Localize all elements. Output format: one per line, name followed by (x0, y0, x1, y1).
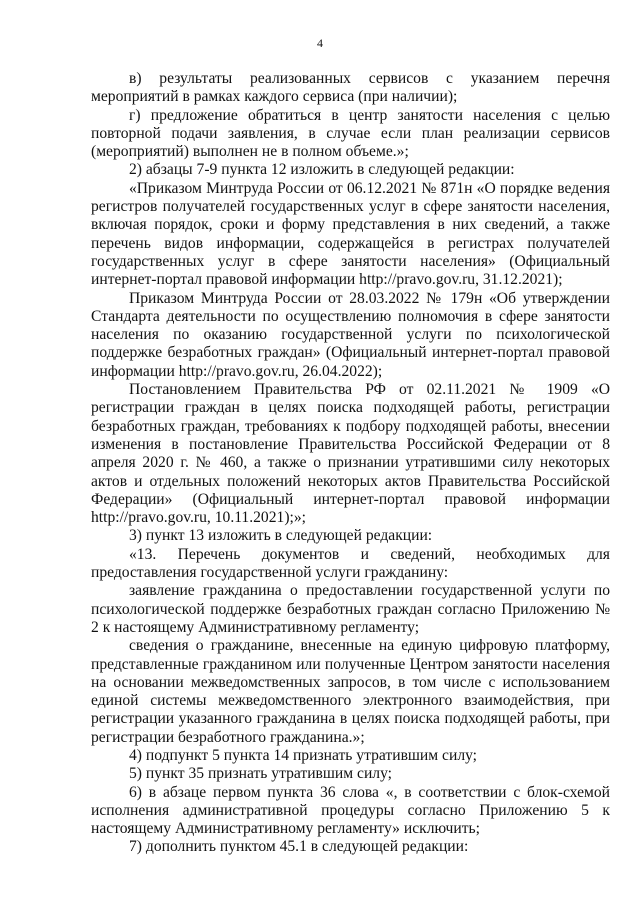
paragraph-item-6: 6) в абзаце первом пункта 36 слова «, в соответствии с блок-схемой исполнения административной процедуры согласно Приложению 5 к настоящему Административному регламенту» исключить; (91, 783, 610, 838)
paragraph-application-statement: заявление гражданина о предоставлении государственной услуги по психологической поддержке безработных граждан согласно Приложению № 2 к настоящему Административному регламенту; (91, 582, 610, 636)
paragraph-subitem-g: г) предложение обратиться в центр занятости населения с целью повторной подачи заявления, в случае если план реализации сервисов (мероприятий) выполнен не в полном объеме.»; (91, 106, 610, 161)
paragraph-citizen-information: сведения о гражданине, внесенные на единую цифровую платформу, представленные гражданином или полученные Центром занятости населения на основании межведомственных запросов, в том числе с использованием единой системы межведомственного электронного взаимодействия, при регистрации указанного гражданина в целях поиска подходящей работы, при регистрации безработного гражданина.»; (91, 637, 610, 746)
paragraph-mintrud-order-179n: Приказом Минтруда России от 28.03.2022 № 179н «Об утверждении Стандарта деятельности по осуществлению полномочия в сфере занятости населения по оказанию государственной услуги по психологической поддержке безработных граждан» (Официальный интернет-портал правовой информации http://pravo.gov.ru, 26.04.2022); (91, 289, 610, 380)
paragraph-item-4: 4) подпункт 5 пункта 14 признать утратившим силу; (129, 746, 478, 764)
paragraph-mintrud-order-871n: «Приказом Минтруда России от 06.12.2021 № 871н «О порядке ведения регистров получателей государственных услуг в сфере занятости населения, включая порядок, сроки и форму представления в них сведений, а также перечень видов информации, содержащейся в регистрах получателей государственных услуг в сфере занятости населения» (Официальный интернет-портал правовой информации http://pravo.gov.ru, 31.12.2021); (91, 179, 610, 289)
document-body (91, 70, 610, 857)
paragraph-government-resolution-1909: Постановлением Правительства РФ от 02.11.2021 № 1909 «О регистрации граждан в целях поиска подходящей работы, регистрации безработных граждан, требованиях к подбору подходящей работы, внесении изменения в постановление Правительства Российской Федерации от 8 апреля 2020 г. № 460, а также о признании утратившими силу некоторых актов и отдельных положений некоторых актов Правительства Российской Федерации» (Официальный интернет-портал правовой информации http://pravo.gov.ru, 10.11.2021);»; (91, 381, 610, 527)
paragraph-subitem-v: в) результаты реализованных сервисов с указанием перечня мероприятий в рамках каждого сервиса (при наличии); (91, 70, 610, 106)
paragraph-clause-13: «13. Перечень документов и сведений, необходимых для предоставления государственной услуги гражданину: (91, 545, 610, 582)
page-number: 4 (317, 36, 323, 50)
paragraph-item-2: 2) абзацы 7-9 пункта 12 изложить в следующей редакции: (129, 161, 515, 179)
paragraph-item-5: 5) пункт 35 признать утратившим силу; (129, 765, 393, 783)
paragraph-item-3: 3) пункт 13 изложить в следующей редакции: (129, 527, 433, 545)
paragraph-item-7: 7) дополнить пунктом 45.1 в следующей редакции: (129, 838, 469, 856)
